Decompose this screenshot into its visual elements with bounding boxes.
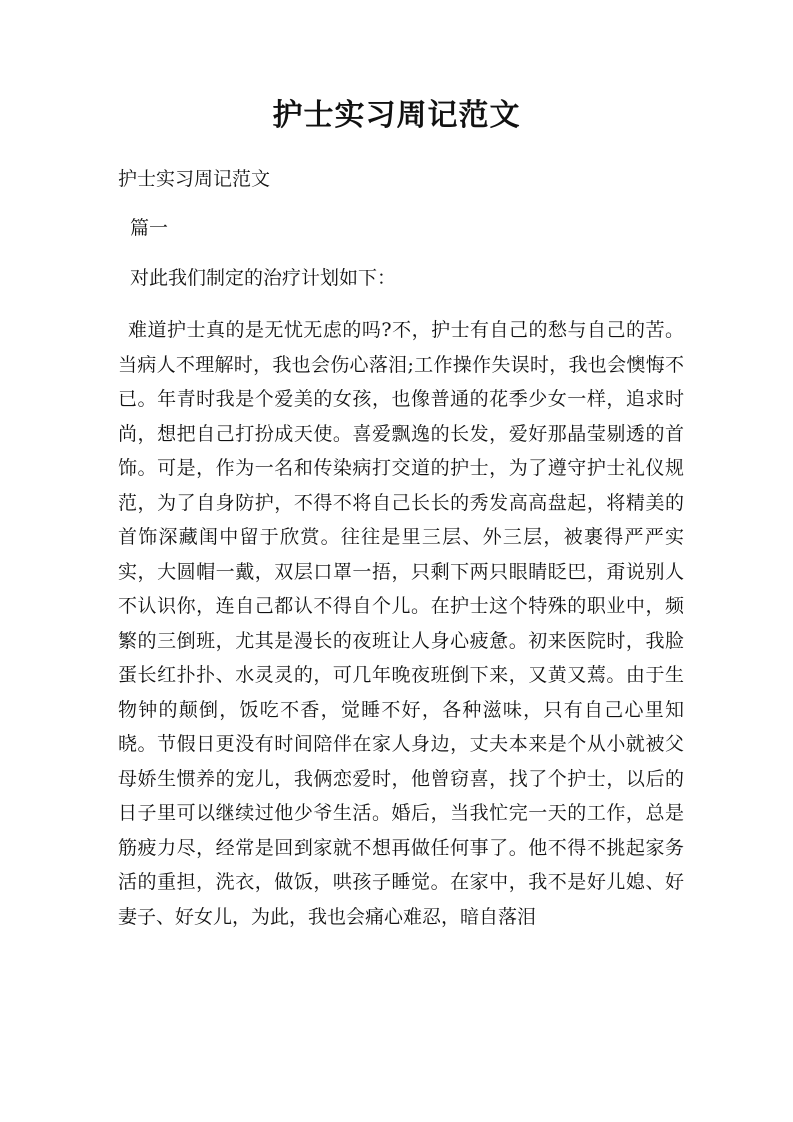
- section-label: 篇一: [130, 217, 169, 239]
- document-subtitle: 护士实习周记范文: [118, 168, 271, 190]
- body-paragraph: 难道护士真的是无忧无虑的吗?不，护士有自己的愁与自己的苦。当病人不理解时，我也会伤心落泪;工作操作失误时，我也会懊悔不已。年青时我是个爱美的女孩，也像普通的花季少女一样，追求时尚，想把自己打扮成天使。喜爱飘逸的长发，爱好那晶莹剔透的首饰。可是，作为一名和传染病打交道的护士，为了遵守护士礼仪规范，为了自身防护，不得不将自己长长的秀发高高盘起，将精美的首饰深藏闺中留于欣赏。往往是里三层、外三层，被裹得严严实实，大圆帽一戴，双层口罩一捂，只剩下两只眼睛眨巴，甭说别人不认识你，连自己都认不得自个儿。在护士这个特殊的职业中，频繁的三倒班，尤其是漫长的夜班让人身心疲惫。初来医院时，我脸蛋长红扑扑、水灵灵的，可几年晚夜班倒下来，又黄又蔫。由于生物钟的颠倒，饭吃不香，觉睡不好，各种滋味，只有自己心里知晓。节假日更没有时间陪伴在家人身边，丈夫本来是个从小就被父母娇生惯养的宠儿，我俩恋爱时，他曾窃喜，找了个护士，以后的日子里可以继续过他少爷生活。婚后，当我忙完一天的工作，总是筋疲力尽，经常是回到家就不想再做任何事了。他不得不挑起家务活的重担，洗衣，做饭，哄孩子睡觉。在家中，我不是好儿媳、好妻子、好女儿，为此，我也会痛心难忍，暗自落泪: [118, 319, 684, 928]
- document-title: 护士实习周记范文: [272, 98, 521, 133]
- intro-line: 对此我们制定的治疗计划如下：: [130, 267, 397, 289]
